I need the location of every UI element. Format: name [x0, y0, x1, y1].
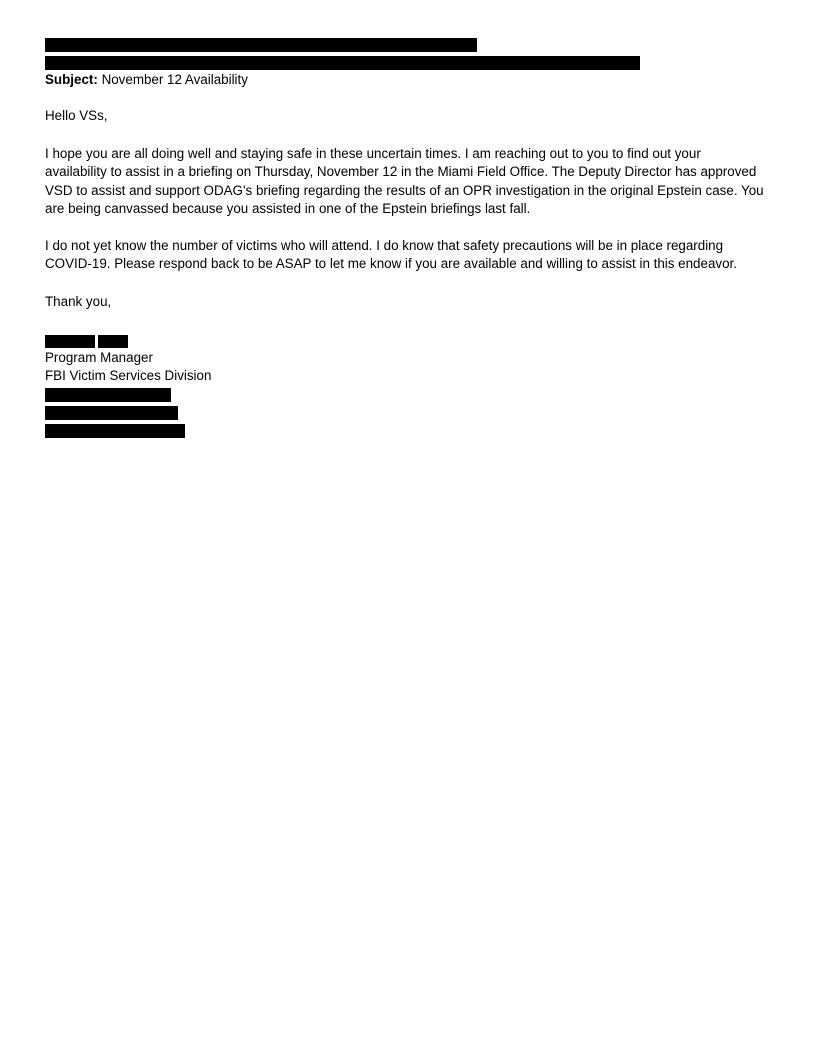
body-paragraph-2-line: COVID-19. Please respond back to be ASAP to let me know if you are available and willing to assist in this endeavor. [45, 256, 737, 272]
signature-division: FBI Victim Services Division [45, 368, 212, 383]
subject-label: Subject: [45, 72, 98, 87]
redacted-contact-line-3 [45, 424, 185, 438]
greeting: Hello VSs, [45, 108, 108, 123]
body-paragraph-2 [45, 237, 771, 274]
body-paragraph-2-line: I do not yet know the number of victims who will attend. I do know that safety precautions will be in place regarding [45, 238, 724, 253]
body-paragraph-1-line: I hope you are all doing well and staying safe in these uncertain times. I am reaching out to you to find out your [45, 146, 701, 161]
body-paragraph-1-line: VSD to assist and support ODAG's briefing regarding the results of an OPR investigation in the original Epstein case. You [45, 182, 764, 198]
redacted-contact-line-1 [45, 388, 171, 402]
signature-title: Program Manager [45, 350, 153, 365]
redacted-contact-line-2 [45, 406, 178, 420]
closing: Thank you, [45, 294, 112, 309]
redacted-signature-last-name [98, 335, 128, 348]
redacted-signature-first-name [45, 335, 95, 348]
redacted-to-line [45, 56, 640, 70]
body-paragraph-1-line: availability to assist in a briefing on Thursday, November 12 in the Miami Field Office. The Deputy Director has approved [45, 164, 757, 180]
redacted-from-line [45, 38, 477, 52]
subject-value: November 12 Availability [101, 72, 248, 87]
body-paragraph-1-line: are being canvassed because you assisted in one of the Epstein briefings last fall. [45, 200, 531, 216]
subject-line [45, 71, 248, 89]
body-paragraph-1 [45, 145, 771, 218]
